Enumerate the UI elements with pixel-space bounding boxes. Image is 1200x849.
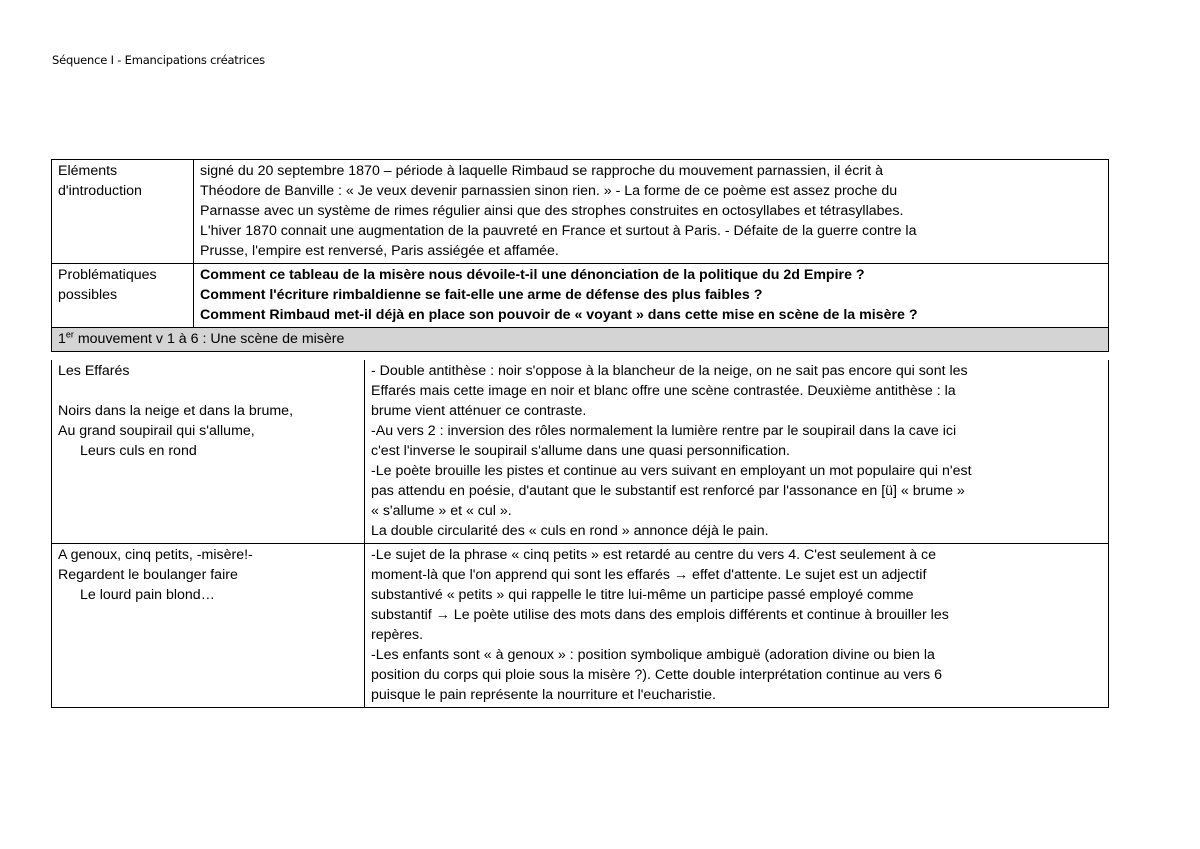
analysis-line: Effarés mais cette image en noir et blanc offre une scène contrastée. Deuxième antithèse : la (371, 383, 956, 399)
problematiques-content-cell (194, 264, 1109, 328)
analysis-line: moment-là que l'on apprend qui sont les effarés → effet d'attente. Le sujet est un adjectif (371, 567, 927, 583)
analysis-line: repères. (371, 627, 424, 643)
problematique-question: Comment ce tableau de la misère nous dévoile-t-il une dénonciation de la politique du 2d Empire ? (200, 267, 865, 283)
intro-label-line: d'introduction (58, 183, 142, 199)
analysis-line: substantivé « petits » qui rappelle le titre lui-même un participe passé employé comme (371, 587, 914, 603)
problematiques-row (52, 264, 1109, 328)
analysis-line: puisque le pain représente la nourriture et l'eucharistie. (371, 687, 716, 703)
movement-heading-row (52, 328, 1109, 352)
analysis-line: position du corps qui ploie sous la misère ?). Cette double interprétation continue au vers 6 (371, 667, 942, 683)
analysis-line: - Double antithèse : noir s'oppose à la blancheur de la neige, on ne sait pas encore qui sont les (371, 363, 968, 379)
problematiques-label-line: Problématiques (58, 267, 157, 283)
analysis-line: -Les enfants sont « à genoux » : position symbolique ambiguë (adoration divine ou bien la (371, 647, 935, 663)
intro-label-line: Eléments (58, 163, 118, 179)
analysis-line: -Le sujet de la phrase « cinq petits » est retardé au centre du vers 4. C'est seulement à ce (371, 547, 937, 563)
poem-verse: A genoux, cinq petits, -misère!- (58, 547, 253, 563)
problematiques-label-line: possibles (58, 287, 118, 303)
analysis-line: substantif → Le poète utilise des mots dans des emplois différents et continue à brouiller les (371, 607, 949, 623)
analysis-line: pas attendu en poésie, d'autant que le substantif est renforcé par l'assonance en [ü] « brume » (371, 483, 965, 499)
intro-text-line: Théodore de Banville : « Je veux devenir parnassien sinon rien. » - La forme de ce poème est assez proche du (200, 183, 898, 199)
movement-heading-cell (52, 328, 1109, 352)
analysis-line: -Au vers 2 : inversion des rôles normalement la lumière rentre par le soupirail dans la cave ici (371, 423, 957, 439)
problematiques-label-cell (52, 264, 194, 328)
intro-text-line: Parnasse avec un système de rimes régulier ainsi que des strophes construites en octosyllabes et tétrasyllabes. (200, 203, 904, 219)
analysis-line: c'est l'inverse le soupirail s'allume dans une quasi personnification. (371, 443, 791, 459)
intro-row (52, 160, 1109, 264)
analysis-table (51, 360, 1109, 708)
page-header: Séquence I - Emancipations créatrices (52, 53, 265, 67)
intro-text-line: signé du 20 septembre 1870 – période à laquelle Rimbaud se rapproche du mouvement parnassien, il écrit à (200, 163, 883, 179)
analysis-row (52, 544, 1109, 708)
analysis-line: -Le poète brouille les pistes et continue au vers suivant en employant un mot populaire qui n'est (371, 463, 972, 479)
analysis-cell (365, 544, 1109, 708)
analysis-row (52, 360, 1109, 544)
problematique-question: Comment l'écriture rimbaldienne se fait-elle une arme de défense des plus faibles ? (200, 287, 763, 303)
blank-line (58, 381, 359, 401)
poem-excerpt-cell (52, 360, 365, 544)
analysis-line: « s'allume » et « cul ». (371, 503, 512, 519)
poem-excerpt-cell (52, 544, 365, 708)
intro-text-line: L'hiver 1870 connait une augmentation de la pauvreté en France et surtout à Paris. - Défaite de la guerre contre la (200, 223, 917, 239)
intro-text-line: Prusse, l'empire est renversé, Paris assiégée et affamée. (200, 243, 559, 259)
poem-verse: Leurs culs en rond (80, 443, 197, 459)
analysis-cell (365, 360, 1109, 544)
analysis-line: La double circularité des « culs en rond » annonce déjà le pain. (371, 523, 769, 539)
movement-number: 1 (58, 331, 66, 347)
intro-label-cell (52, 160, 194, 264)
poem-verse: Noirs dans la neige et dans la brume, (58, 403, 294, 419)
intro-table (51, 159, 1109, 352)
poem-title: Les Effarés (58, 363, 130, 379)
poem-verse: Le lourd pain blond… (80, 587, 215, 603)
intro-content-cell (194, 160, 1109, 264)
movement-title: mouvement v 1 à 6 : Une scène de misère (73, 331, 345, 347)
poem-verse: Au grand soupirail qui s'allume, (58, 423, 255, 439)
poem-verse: Regardent le boulanger faire (58, 567, 238, 583)
movement-ordinal-suffix: er (65, 329, 74, 340)
analysis-line: brume vient atténuer ce contraste. (371, 403, 587, 419)
problematique-question: Comment Rimbaud met-il déjà en place son pouvoir de « voyant » dans cette mise en scène de la misère ? (200, 307, 918, 323)
